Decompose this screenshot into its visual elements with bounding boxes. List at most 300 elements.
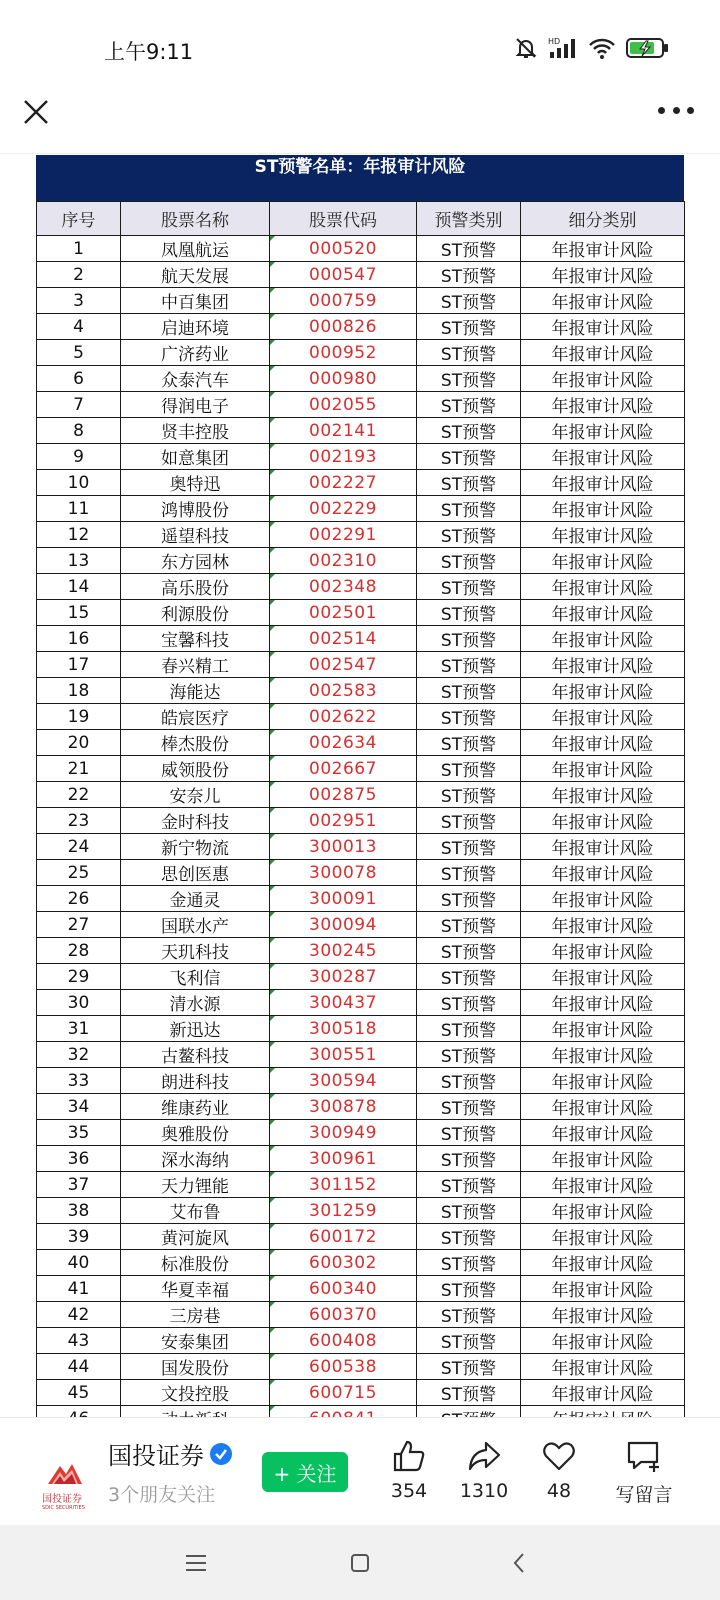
more-icon-dot	[687, 107, 694, 114]
stock-name: 安奈儿	[121, 782, 270, 808]
favorite-button[interactable]	[524, 1438, 594, 1502]
more-icon-dot	[673, 107, 680, 114]
sub-category: 年报审计风险	[521, 236, 685, 262]
sub-category: 年报审计风险	[521, 1302, 685, 1328]
table-row	[37, 548, 685, 574]
sub-category: 年报审计风险	[521, 418, 685, 444]
warning-type: ST预警	[417, 1276, 521, 1302]
stock-code: 300518	[270, 1016, 417, 1042]
stock-code: 300078	[270, 860, 417, 886]
status-bar	[0, 0, 720, 90]
table-row	[37, 1302, 685, 1328]
table-row	[37, 756, 685, 782]
row-index: 26	[37, 886, 121, 912]
warning-type: ST预警	[417, 1146, 521, 1172]
table-row	[37, 522, 685, 548]
table-header-cell: 细分类别	[521, 202, 685, 236]
stock-code: 002055	[270, 392, 417, 418]
stock-code: 300551	[270, 1042, 417, 1068]
stock-name: 金时科技	[121, 808, 270, 834]
sub-category: 年报审计风险	[521, 522, 685, 548]
signal-icon	[548, 36, 578, 60]
stock-code: 002514	[270, 626, 417, 652]
row-index: 24	[37, 834, 121, 860]
stock-name: 高乐股份	[121, 574, 270, 600]
sub-category: 年报审计风险	[521, 288, 685, 314]
logo-subtext: SDIC SECURITIES	[42, 1505, 85, 1511]
stock-code: 002193	[270, 444, 417, 470]
stock-name: 三房巷	[121, 1302, 270, 1328]
sub-category: 年报审计风险	[521, 496, 685, 522]
sub-category: 年报审计风险	[521, 1068, 685, 1094]
stock-code: 002501	[270, 600, 417, 626]
sub-category: 年报审计风险	[521, 340, 685, 366]
warning-type: ST预警	[417, 548, 521, 574]
stock-name: 启迪环境	[121, 314, 270, 340]
sub-category: 年报审计风险	[521, 366, 685, 392]
stock-name: 天玑科技	[121, 938, 270, 964]
table-row	[37, 704, 685, 730]
verified-icon	[210, 1443, 232, 1465]
logo-text: 国投证券	[42, 1494, 82, 1505]
friends-following: 3个朋友关注	[108, 1484, 216, 1506]
table-row	[37, 444, 685, 470]
row-index: 13	[37, 548, 121, 574]
table-row	[37, 1094, 685, 1120]
sub-category: 年报审计风险	[521, 314, 685, 340]
menu-icon	[182, 1549, 210, 1577]
table-row	[37, 990, 685, 1016]
warning-type: ST预警	[417, 1042, 521, 1068]
table-row	[37, 418, 685, 444]
close-icon	[20, 96, 52, 128]
status-time: 上午9:11	[104, 40, 194, 64]
table-header-row	[37, 202, 685, 236]
back-chevron-icon	[506, 1549, 534, 1577]
stock-code: 002622	[270, 704, 417, 730]
warning-type: ST预警	[417, 678, 521, 704]
warning-type: ST预警	[417, 1172, 521, 1198]
sub-category: 年报审计风险	[521, 262, 685, 288]
warning-type: ST预警	[417, 1250, 521, 1276]
stock-code: 600538	[270, 1354, 417, 1380]
table-row	[37, 808, 685, 834]
stock-name: 海能达	[121, 678, 270, 704]
svg-text:HD: HD	[548, 37, 561, 46]
sub-category: 年报审计风险	[521, 886, 685, 912]
stock-name: 黄河旋风	[121, 1224, 270, 1250]
stock-code: 300878	[270, 1094, 417, 1120]
row-index: 29	[37, 964, 121, 990]
stock-name: 遥望科技	[121, 522, 270, 548]
table-row	[37, 366, 685, 392]
stock-name: 清水源	[121, 990, 270, 1016]
warning-type: ST预警	[417, 912, 521, 938]
table-row	[37, 1250, 685, 1276]
row-index: 8	[37, 418, 121, 444]
share-count: 1310	[459, 1480, 509, 1502]
favorite-count: 48	[546, 1480, 572, 1502]
sub-category: 年报审计风险	[521, 1172, 685, 1198]
menu-nav-button[interactable]	[182, 1549, 210, 1577]
table-row	[37, 1380, 685, 1406]
table-row	[37, 1224, 685, 1250]
sdic-logo-icon[interactable]	[44, 1456, 86, 1492]
stock-name: 东方园林	[121, 548, 270, 574]
stock-code: 000826	[270, 314, 417, 340]
stock-name: 棒杰股份	[121, 730, 270, 756]
warning-type: ST预警	[417, 626, 521, 652]
warning-type: ST预警	[417, 990, 521, 1016]
sub-category: 年报审计风险	[521, 444, 685, 470]
table-header-cell: 股票名称	[121, 202, 270, 236]
row-index: 41	[37, 1276, 121, 1302]
warning-type: ST预警	[417, 756, 521, 782]
row-index: 17	[37, 652, 121, 678]
table-row	[37, 1172, 685, 1198]
row-index: 21	[37, 756, 121, 782]
like-button[interactable]	[374, 1438, 444, 1502]
table-row	[37, 1276, 685, 1302]
table-row	[37, 912, 685, 938]
warning-type: ST预警	[417, 1198, 521, 1224]
table-row	[37, 574, 685, 600]
stock-code: 000980	[270, 366, 417, 392]
sub-category: 年报审计风险	[521, 652, 685, 678]
sub-category: 年报审计风险	[521, 1198, 685, 1224]
warning-type: ST预警	[417, 392, 521, 418]
row-index: 12	[37, 522, 121, 548]
stock-code: 300091	[270, 886, 417, 912]
comment-button[interactable]	[604, 1438, 684, 1507]
stock-code: 600302	[270, 1250, 417, 1276]
home-square-icon	[346, 1549, 374, 1577]
status-icons	[514, 36, 670, 60]
comment-label: 写留言	[615, 1484, 673, 1506]
stock-code: 002229	[270, 496, 417, 522]
table-row	[37, 1146, 685, 1172]
stock-code: 301259	[270, 1198, 417, 1224]
stock-name: 安泰集团	[121, 1328, 270, 1354]
row-index: 39	[37, 1224, 121, 1250]
stock-name: 春兴精工	[121, 652, 270, 678]
sub-category: 年报审计风险	[521, 1146, 685, 1172]
stock-code: 002547	[270, 652, 417, 678]
row-index: 19	[37, 704, 121, 730]
system-nav-bar	[0, 1525, 720, 1600]
warning-type: ST预警	[417, 1380, 521, 1406]
stock-name: 利源股份	[121, 600, 270, 626]
sub-category: 年报审计风险	[521, 860, 685, 886]
stock-code: 002951	[270, 808, 417, 834]
table-row	[37, 938, 685, 964]
stock-name: 古鳌科技	[121, 1042, 270, 1068]
warning-type: ST预警	[417, 522, 521, 548]
table-row	[37, 392, 685, 418]
table-row	[37, 652, 685, 678]
sub-category: 年报审计风险	[521, 1120, 685, 1146]
stock-code: 002348	[270, 574, 417, 600]
stock-code: 300287	[270, 964, 417, 990]
stock-name: 得润电子	[121, 392, 270, 418]
home-nav-button[interactable]	[346, 1549, 374, 1577]
sub-category: 年报审计风险	[521, 392, 685, 418]
comment-add-icon	[625, 1438, 663, 1474]
stock-name: 众泰汽车	[121, 366, 270, 392]
stock-name: 鸿博股份	[121, 496, 270, 522]
stock-code: 600340	[270, 1276, 417, 1302]
table-header-cell: 股票代码	[270, 202, 417, 236]
stock-name: 广济药业	[121, 340, 270, 366]
warning-type: ST预警	[417, 730, 521, 756]
stock-name: 宝馨科技	[121, 626, 270, 652]
stock-code: 000952	[270, 340, 417, 366]
warning-type: ST预警	[417, 1354, 521, 1380]
heart-icon	[541, 1438, 577, 1474]
table-row	[37, 340, 685, 366]
warning-type: ST预警	[417, 262, 521, 288]
thumbs-up-icon	[391, 1438, 427, 1474]
stock-name: 天力锂能	[121, 1172, 270, 1198]
sub-category: 年报审计风险	[521, 574, 685, 600]
row-index: 30	[37, 990, 121, 1016]
sub-category: 年报审计风险	[521, 1380, 685, 1406]
table-row	[37, 1016, 685, 1042]
stock-code: 000547	[270, 262, 417, 288]
row-index: 2	[37, 262, 121, 288]
row-index: 9	[37, 444, 121, 470]
warning-type: ST预警	[417, 1016, 521, 1042]
table-row	[37, 314, 685, 340]
row-index: 28	[37, 938, 121, 964]
table-row	[37, 730, 685, 756]
warning-type: ST预警	[417, 704, 521, 730]
table-row	[37, 262, 685, 288]
row-index: 38	[37, 1198, 121, 1224]
warning-type: ST预警	[417, 574, 521, 600]
stock-name: 深水海纳	[121, 1146, 270, 1172]
sub-category: 年报审计风险	[521, 1328, 685, 1354]
row-index: 11	[37, 496, 121, 522]
table-row	[37, 1328, 685, 1354]
table-row	[37, 1120, 685, 1146]
warning-type: ST预警	[417, 834, 521, 860]
stock-name: 如意集团	[121, 444, 270, 470]
stock-name: 思创医惠	[121, 860, 270, 886]
row-index: 44	[37, 1354, 121, 1380]
sub-category: 年报审计风险	[521, 782, 685, 808]
sub-category: 年报审计风险	[521, 1094, 685, 1120]
table-row	[37, 782, 685, 808]
row-index: 4	[37, 314, 121, 340]
table-row	[37, 1198, 685, 1224]
table-row	[37, 288, 685, 314]
stock-name: 国联水产	[121, 912, 270, 938]
sub-category: 年报审计风险	[521, 912, 685, 938]
warning-list-table	[36, 201, 685, 1432]
warning-type: ST预警	[417, 652, 521, 678]
row-index: 5	[37, 340, 121, 366]
stock-code: 002583	[270, 678, 417, 704]
row-index: 36	[37, 1146, 121, 1172]
sub-category: 年报审计风险	[521, 834, 685, 860]
row-index: 14	[37, 574, 121, 600]
stock-code: 300245	[270, 938, 417, 964]
warning-type: ST预警	[417, 1120, 521, 1146]
stock-name: 朗进科技	[121, 1068, 270, 1094]
stock-code: 300094	[270, 912, 417, 938]
sub-category: 年报审计风险	[521, 470, 685, 496]
warning-type: ST预警	[417, 808, 521, 834]
sub-category: 年报审计风险	[521, 808, 685, 834]
stock-code: 002141	[270, 418, 417, 444]
row-index: 40	[37, 1250, 121, 1276]
stock-code: 600715	[270, 1380, 417, 1406]
more-button[interactable]	[658, 104, 694, 116]
stock-name: 新迅达	[121, 1016, 270, 1042]
stock-name: 维康药业	[121, 1094, 270, 1120]
row-index: 35	[37, 1120, 121, 1146]
table-row	[37, 886, 685, 912]
warning-type: ST预警	[417, 288, 521, 314]
stock-code: 300961	[270, 1146, 417, 1172]
stock-name: 标准股份	[121, 1250, 270, 1276]
sub-category: 年报审计风险	[521, 1016, 685, 1042]
stock-code: 301152	[270, 1172, 417, 1198]
stock-name: 奥特迅	[121, 470, 270, 496]
row-index: 7	[37, 392, 121, 418]
table-header-cell: 预警类别	[417, 202, 521, 236]
sub-category: 年报审计风险	[521, 756, 685, 782]
like-count: 354	[390, 1480, 428, 1502]
table-row	[37, 860, 685, 886]
stock-code: 002875	[270, 782, 417, 808]
sub-category: 年报审计风险	[521, 964, 685, 990]
stock-code: 002310	[270, 548, 417, 574]
back-nav-button[interactable]	[506, 1549, 534, 1577]
row-index: 25	[37, 860, 121, 886]
stock-code: 002291	[270, 522, 417, 548]
stock-name: 文投控股	[121, 1380, 270, 1406]
follow-button[interactable]: + 关注	[262, 1452, 348, 1492]
warning-type: ST预警	[417, 886, 521, 912]
sub-category: 年报审计风险	[521, 600, 685, 626]
sub-category: 年报审计风险	[521, 938, 685, 964]
row-index: 34	[37, 1094, 121, 1120]
wifi-icon	[588, 36, 616, 60]
warning-type: ST预警	[417, 1224, 521, 1250]
mute-bell-icon	[514, 36, 538, 60]
share-arrow-icon	[466, 1438, 502, 1474]
stock-name: 航天发展	[121, 262, 270, 288]
sub-category: 年报审计风险	[521, 548, 685, 574]
sub-category: 年报审计风险	[521, 1354, 685, 1380]
sub-category: 年报审计风险	[521, 1250, 685, 1276]
account-name-text: 国投证券	[108, 1442, 204, 1470]
warning-type: ST预警	[417, 496, 521, 522]
table-row	[37, 470, 685, 496]
close-button[interactable]	[20, 96, 52, 128]
account-name[interactable]	[108, 1436, 232, 1471]
row-index: 42	[37, 1302, 121, 1328]
table-header-cell: 序号	[37, 202, 121, 236]
stock-name: 艾布鲁	[121, 1198, 270, 1224]
title-bar	[0, 90, 720, 154]
sub-category: 年报审计风险	[521, 678, 685, 704]
table-row	[37, 496, 685, 522]
stock-name: 贤丰控股	[121, 418, 270, 444]
stock-name: 中百集团	[121, 288, 270, 314]
table-body	[37, 236, 685, 1432]
warning-type: ST预警	[417, 1302, 521, 1328]
row-index: 32	[37, 1042, 121, 1068]
battery-icon	[626, 37, 670, 59]
table-row	[37, 626, 685, 652]
warning-type: ST预警	[417, 470, 521, 496]
row-index: 15	[37, 600, 121, 626]
stock-name: 威领股份	[121, 756, 270, 782]
stock-name: 华夏幸福	[121, 1276, 270, 1302]
stock-code: 002227	[270, 470, 417, 496]
stock-name: 新宁物流	[121, 834, 270, 860]
warning-type: ST预警	[417, 314, 521, 340]
sub-category: 年报审计风险	[521, 1042, 685, 1068]
share-button[interactable]	[449, 1438, 519, 1502]
row-index: 43	[37, 1328, 121, 1354]
table-row	[37, 964, 685, 990]
bottom-action-bar	[0, 1417, 720, 1525]
warning-type: ST预警	[417, 860, 521, 886]
row-index: 10	[37, 470, 121, 496]
table-row	[37, 1042, 685, 1068]
warning-type: ST预警	[417, 964, 521, 990]
sub-category: 年报审计风险	[521, 990, 685, 1016]
stock-code: 002667	[270, 756, 417, 782]
row-index: 20	[37, 730, 121, 756]
stock-code: 600370	[270, 1302, 417, 1328]
row-index: 23	[37, 808, 121, 834]
article-content[interactable]	[0, 155, 720, 1417]
sub-category: 年报审计风险	[521, 704, 685, 730]
row-index: 37	[37, 1172, 121, 1198]
warning-type: ST预警	[417, 418, 521, 444]
stock-name: 皓宸医疗	[121, 704, 270, 730]
stock-name: 飞利信	[121, 964, 270, 990]
stock-code: 600172	[270, 1224, 417, 1250]
stock-code: 000759	[270, 288, 417, 314]
stock-name: 凤凰航运	[121, 236, 270, 262]
warning-type: ST预警	[417, 600, 521, 626]
warning-type: ST预警	[417, 340, 521, 366]
row-index: 45	[37, 1380, 121, 1406]
warning-type: ST预警	[417, 1094, 521, 1120]
row-index: 1	[37, 236, 121, 262]
stock-name: 国发股份	[121, 1354, 270, 1380]
table-row	[37, 678, 685, 704]
warning-type: ST预警	[417, 938, 521, 964]
stock-code: 300013	[270, 834, 417, 860]
warning-type: ST预警	[417, 236, 521, 262]
row-index: 18	[37, 678, 121, 704]
stock-code: 000520	[270, 236, 417, 262]
stock-name: 金通灵	[121, 886, 270, 912]
row-index: 3	[37, 288, 121, 314]
warning-type: ST预警	[417, 1068, 521, 1094]
table-row	[37, 1354, 685, 1380]
warning-type: ST预警	[417, 1328, 521, 1354]
sub-category: 年报审计风险	[521, 730, 685, 756]
warning-type: ST预警	[417, 444, 521, 470]
